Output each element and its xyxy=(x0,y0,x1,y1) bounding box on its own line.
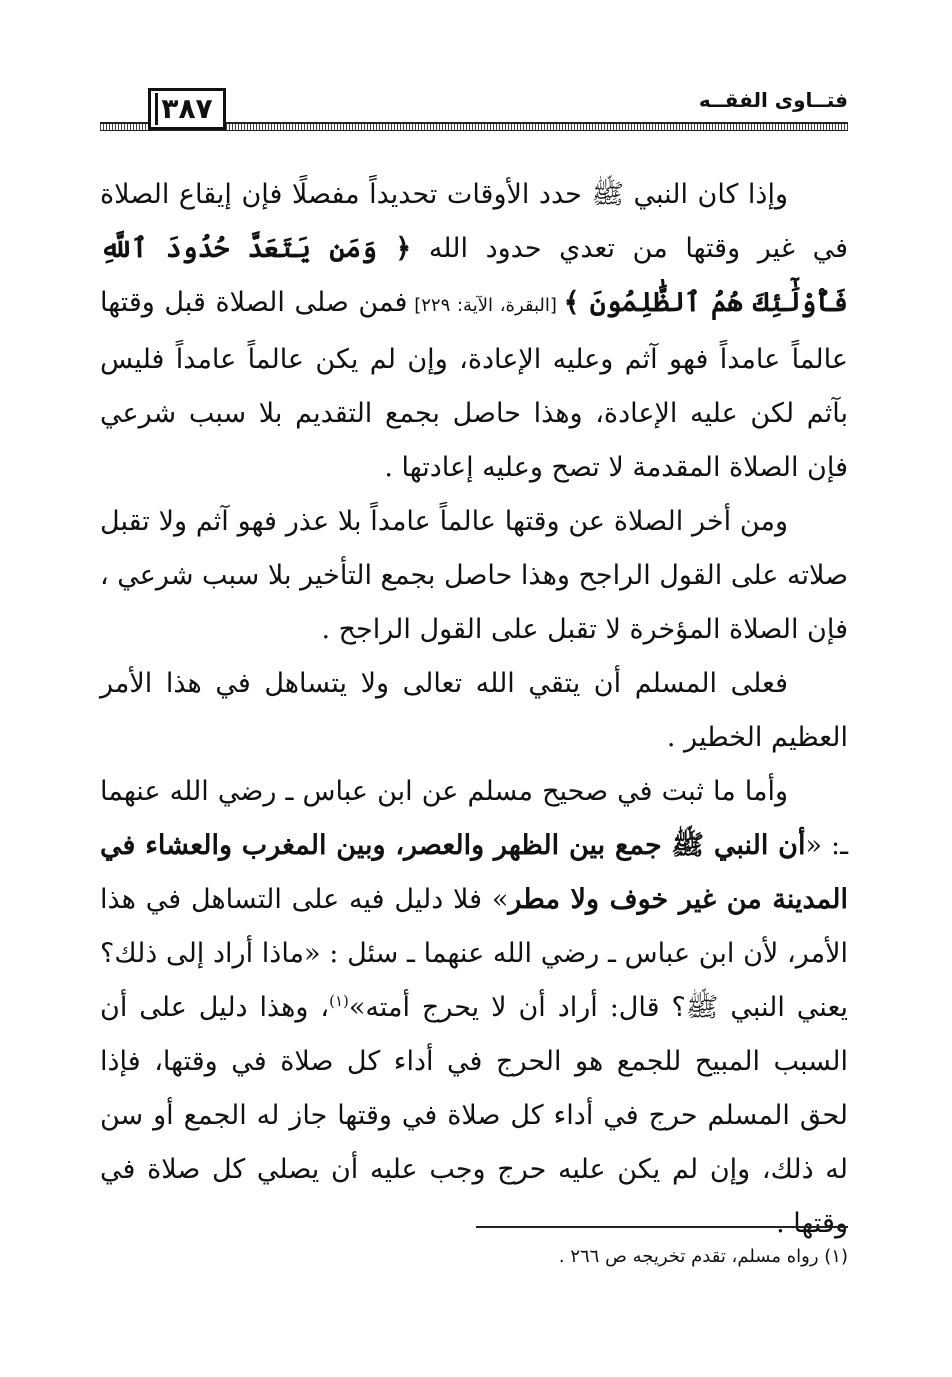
paragraph-4 xyxy=(100,765,848,1251)
paragraph-1 xyxy=(100,168,848,495)
paragraph-4-text-b: » فلا دليل فيه على التساهل في هذا الأمر، لأن ابن عباس ـ رضي الله عنهما ـ سئل : «ماذا أراد إلى ذلك؟ يعني النبي ﷺ؟ قال: أراد أن لا يحرج أمته» xyxy=(100,884,848,1023)
paragraph-4-text-c: ، وهذا دليل على أن السبب المبيح للجمع هو الحرج في أداء كل صلاة في وقتها، فإذا لحق المسلم حرج في أداء كل صلاة في وقتها جاز له الجمع أو سن له ذلك، وإن لم يكن عليه حرج وجب عليه أن يصلي كل صلاة في وقتها . xyxy=(100,992,848,1239)
hadith-text: أن النبي ﷺ جمع بين الظهر والعصر، وبين المغرب والعشاء في المدينة من غير خوف ولا مطر xyxy=(100,830,848,915)
paragraph-3: فعلى المسلم أن يتقي الله تعالى ولا يتساهل في هذا الأمر العظيم الخطير . xyxy=(100,668,848,753)
page-number: ٣٨٧ xyxy=(148,88,226,130)
page-header xyxy=(100,84,848,132)
paragraph-4-text-a: وأما ما ثبت في صحيح مسلم عن ابن عباس ـ رضي الله عنهما ـ: « xyxy=(100,776,849,861)
page-body xyxy=(100,168,848,1251)
paragraph-1-text-a: وإذا كان النبي ﷺ حدد الأوقات تحديداً مفصلًا فإن إيقاع الصلاة في غير وقتها من تعدي حدود الله xyxy=(100,179,848,264)
book-title: فتــاوى الفقــه xyxy=(691,88,848,112)
paragraph-2: ومن أخر الصلاة عن وقتها عالماً عامداً بلا عذر فهو آثم ولا تقبل صلاته على القول الراجح وهذا حاصل بجمع التأخير بلا سبب شرعي ، فإن الصلاة المؤخرة لا تقبل على القول الراجح . xyxy=(100,506,848,645)
footnote-divider xyxy=(476,1226,848,1228)
footnote: (١) رواه مسلم، تقدم تخريجه ص ٢٦٦ . xyxy=(558,1246,848,1267)
quran-verse: ﴿ وَمَن يَتَعَدَّ حُدُودَ ٱللَّهِ فَأُوْلَٰٓئِكَ هُمُ ٱلظَّٰلِمُونَ ﴾ xyxy=(100,233,849,318)
quran-reference: [البقرة، الآية: ٢٢٩] xyxy=(407,295,564,316)
paragraph-1-text-b: فمن صلى الصلاة قبل وقتها عالماً عامداً فهو آثم وعليه الإعادة، وإن لم يكن عالماً عامداً فليس بآثم لكن عليه الإعادة، وهذا حاصل بجمع التقديم بلا سبب شرعي فإن الصلاة المقدمة لا تصح وعليه إعادتها . xyxy=(100,287,848,483)
footnote-marker: (١) xyxy=(329,992,349,1010)
